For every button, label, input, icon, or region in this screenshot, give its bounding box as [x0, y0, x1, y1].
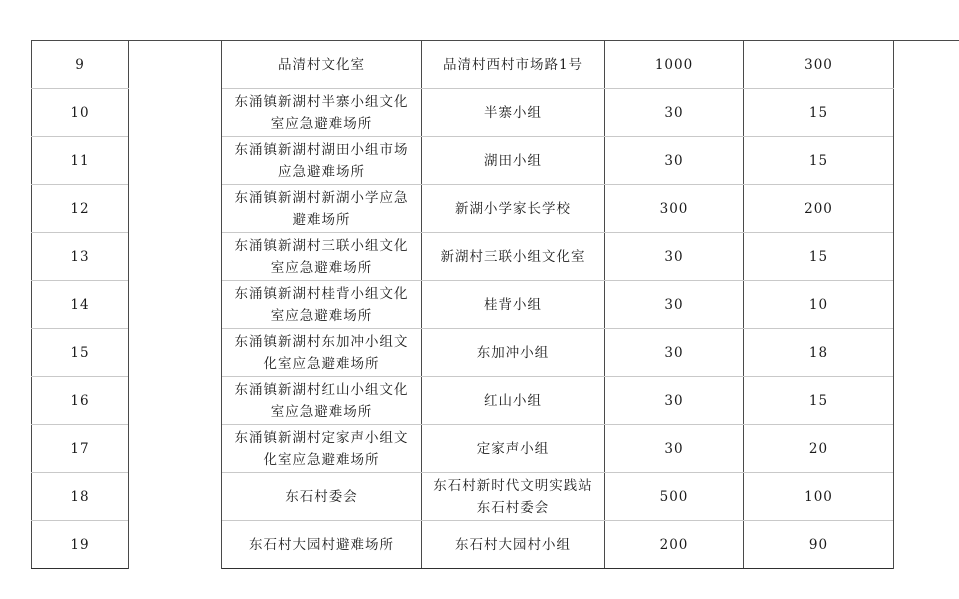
shelter-area: 100	[744, 473, 894, 521]
shelter-area: 10	[744, 281, 894, 329]
shelter-name: 东涌镇新湖村三联小组文化室应急避难场所	[222, 233, 422, 281]
shelter-address: 新湖村三联小组文化室	[422, 233, 605, 281]
shelter-capacity: 30	[605, 281, 744, 329]
shelter-area: 18	[744, 329, 894, 377]
table-row	[32, 41, 959, 89]
row-number: 16	[32, 377, 129, 425]
shelter-name: 东涌镇新湖村红山小组文化室应急避难场所	[222, 377, 422, 425]
row-number: 11	[32, 137, 129, 185]
row-number: 14	[32, 281, 129, 329]
shelter-address: 半寨小组	[422, 89, 605, 137]
shelter-name: 东涌镇新湖村定家声小组文化室应急避难场所	[222, 425, 422, 473]
shelter-address: 定家声小组	[422, 425, 605, 473]
shelter-name: 东涌镇新湖村新湖小学应急避难场所	[222, 185, 422, 233]
merged-blank-column	[129, 41, 222, 569]
shelter-name: 品清村文化室	[222, 41, 422, 89]
shelter-name: 东涌镇新湖村桂背小组文化室应急避难场所	[222, 281, 422, 329]
shelter-capacity: 30	[605, 329, 744, 377]
shelter-capacity: 1000	[605, 41, 744, 89]
shelter-address: 桂背小组	[422, 281, 605, 329]
shelter-address: 红山小组	[422, 377, 605, 425]
shelter-capacity: 300	[605, 185, 744, 233]
shelter-address: 东石村新时代文明实践站东石村委会	[422, 473, 605, 521]
shelter-area: 90	[744, 521, 894, 569]
shelter-capacity: 30	[605, 425, 744, 473]
shelter-table-body	[32, 41, 959, 569]
row-number: 18	[32, 473, 129, 521]
merged-notes-column	[894, 41, 959, 569]
shelter-capacity: 30	[605, 233, 744, 281]
shelter-area: 15	[744, 233, 894, 281]
shelter-address: 东加冲小组	[422, 329, 605, 377]
shelter-name: 东涌镇新湖村半寨小组文化室应急避难场所	[222, 89, 422, 137]
shelter-table	[31, 40, 959, 569]
shelter-area: 15	[744, 377, 894, 425]
shelter-capacity: 500	[605, 473, 744, 521]
row-number: 19	[32, 521, 129, 569]
shelter-area: 15	[744, 89, 894, 137]
shelter-address: 品清村西村市场路1号	[422, 41, 605, 89]
shelter-capacity: 200	[605, 521, 744, 569]
row-number: 12	[32, 185, 129, 233]
shelter-capacity: 30	[605, 137, 744, 185]
shelter-address: 湖田小组	[422, 137, 605, 185]
document-page	[31, 40, 927, 567]
shelter-area: 20	[744, 425, 894, 473]
shelter-area: 300	[744, 41, 894, 89]
shelter-name: 东涌镇新湖村湖田小组市场应急避难场所	[222, 137, 422, 185]
shelter-name: 东石村大园村避难场所	[222, 521, 422, 569]
row-number: 15	[32, 329, 129, 377]
shelter-capacity: 30	[605, 89, 744, 137]
shelter-area: 15	[744, 137, 894, 185]
shelter-address: 东石村大园村小组	[422, 521, 605, 569]
shelter-address: 新湖小学家长学校	[422, 185, 605, 233]
shelter-capacity: 30	[605, 377, 744, 425]
row-number: 13	[32, 233, 129, 281]
shelter-name: 东石村委会	[222, 473, 422, 521]
shelter-name: 东涌镇新湖村东加冲小组文化室应急避难场所	[222, 329, 422, 377]
row-number: 9	[32, 41, 129, 89]
shelter-area: 200	[744, 185, 894, 233]
row-number: 10	[32, 89, 129, 137]
row-number: 17	[32, 425, 129, 473]
